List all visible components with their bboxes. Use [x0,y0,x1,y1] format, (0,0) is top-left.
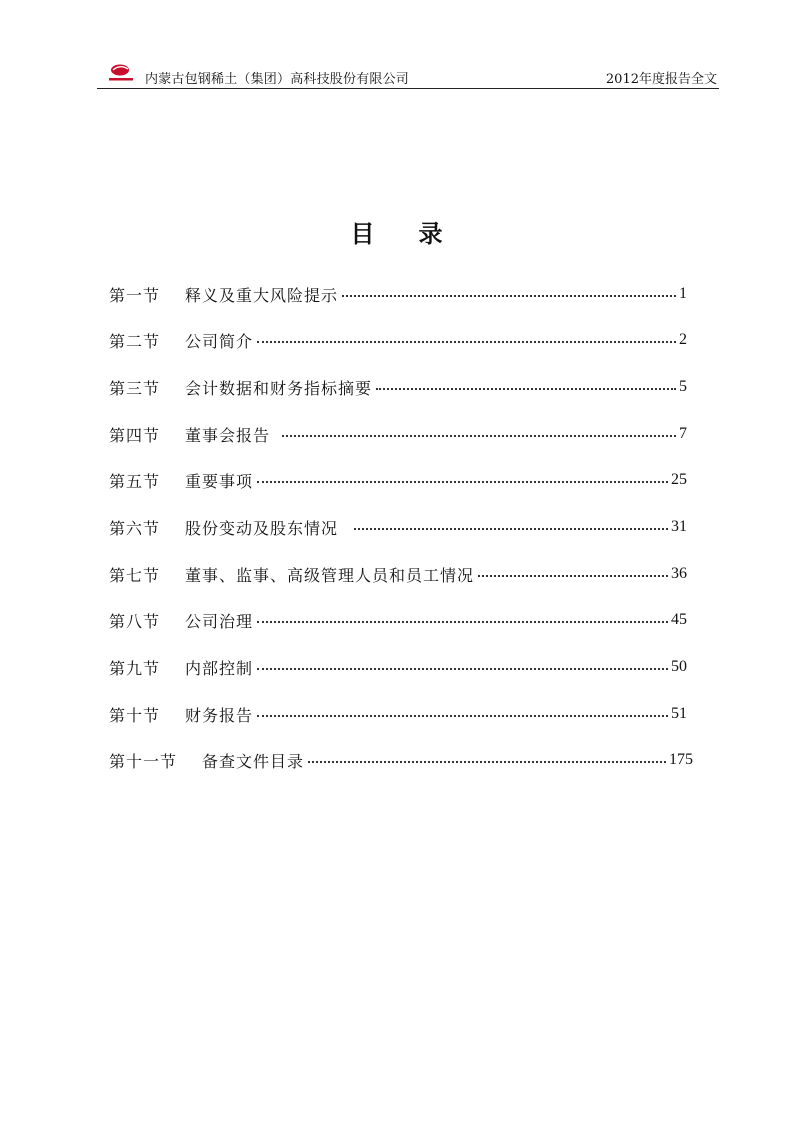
toc-leader [342,295,676,297]
toc-section: 第一节 [109,285,161,305]
report-label: 2012年度报告全文 [605,72,717,87]
toc-title-text: 释义及重大风险提示 [185,285,339,305]
toc-leader [257,715,668,717]
toc-leader [257,668,668,670]
toc-page-number: 1 [679,285,687,302]
toc-leader [308,761,666,763]
toc-page-number: 25 [671,471,687,488]
toc-section: 第九节 [109,658,161,678]
toc-section: 第三节 [109,378,161,398]
toc-title-text: 重要事项 [185,471,254,491]
toc-section: 第八节 [109,611,161,631]
toc-entry[interactable] [109,562,687,586]
toc-page-number: 7 [679,425,687,442]
toc-section: 第四节 [109,425,161,445]
toc-title-text: 公司治理 [185,611,254,631]
toc-entry[interactable] [109,422,687,446]
toc-title-text: 备查文件目录 [202,751,305,771]
company-name: 内蒙古包钢稀土（集团）高科技股份有限公司 [145,72,410,87]
toc-entry[interactable] [109,515,687,539]
toc-title-text: 内部控制 [185,658,254,678]
toc-leader [478,575,668,577]
toc-leader [257,621,668,623]
toc-entry[interactable] [109,468,687,492]
toc-page-number: 45 [671,611,687,628]
toc-section: 第五节 [109,471,161,491]
toc-title-text: 公司简介 [185,331,254,351]
toc-entry[interactable] [109,655,687,679]
toc-page-number: 2 [679,331,687,348]
toc-title-text: 股份变动及股东情况 [185,518,339,538]
toc-section: 第七节 [109,565,161,585]
toc-section: 第六节 [109,518,161,538]
toc-leader [257,481,668,483]
toc-entry[interactable] [109,375,687,399]
toc-entry[interactable] [109,748,693,772]
toc-entry[interactable] [109,608,687,632]
toc-leader [257,341,676,343]
toc-section: 第十一节 [109,751,178,771]
toc-entry[interactable] [109,702,687,726]
toc-title: 目录 [350,220,487,248]
toc-section: 第二节 [109,331,161,351]
toc-title-text: 会计数据和财务指标摘要 [185,378,373,398]
toc-page-number: 175 [669,751,693,768]
toc-leader [354,528,668,530]
toc-title-text: 董事、监事、高级管理人员和员工情况 [185,565,475,585]
toc-page-number: 36 [671,565,687,582]
toc-page-number: 5 [679,378,687,395]
toc-leader [376,388,676,390]
toc-entry[interactable] [109,328,687,352]
toc-title-text: 董事会报告 [185,425,271,445]
toc-page-number: 50 [671,658,687,675]
toc-title-text: 财务报告 [185,705,254,725]
toc-page-number: 51 [671,705,687,722]
toc-entry[interactable] [109,282,687,306]
toc-page-number: 31 [671,518,687,535]
toc-leader [282,435,676,437]
toc-section: 第十节 [109,705,161,725]
